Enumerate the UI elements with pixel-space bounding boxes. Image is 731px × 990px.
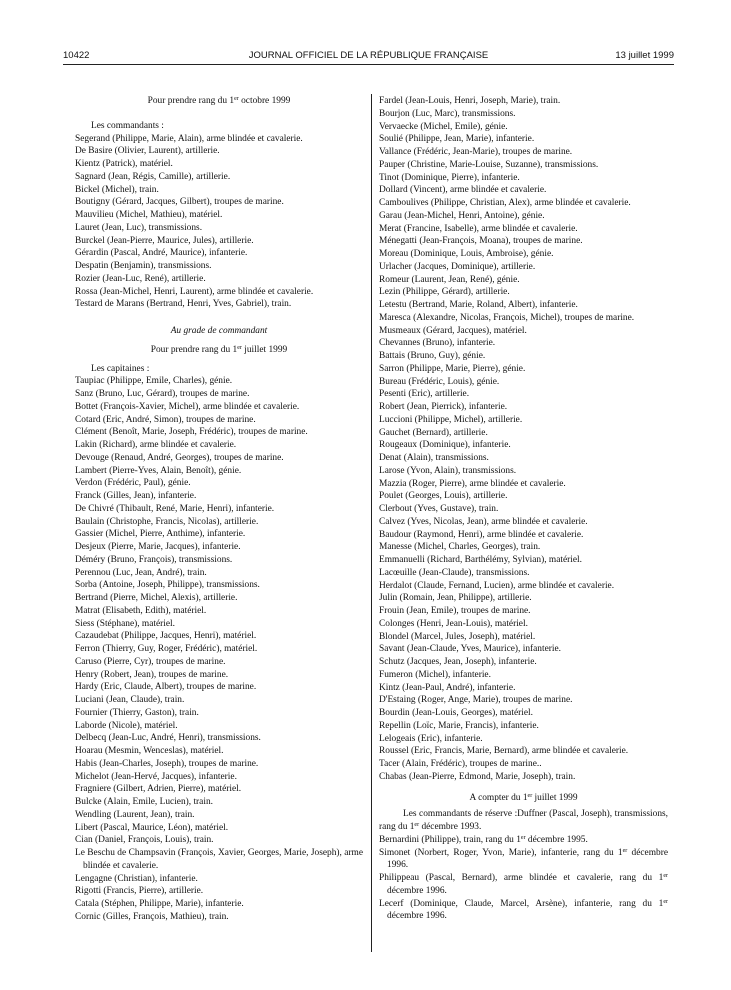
column-divider: [371, 94, 372, 952]
list-item: Taupiac (Philippe, Emile, Charles), génie.: [75, 376, 233, 387]
list-item: Verdon (Frédéric, Paul), génie.: [75, 478, 191, 489]
header-rule: [63, 64, 674, 65]
list-item: Desjeux (Pierre, Marie, Jacques), infanterie.: [75, 542, 241, 552]
list-item: Burckel (Jean-Pierre, Maurice, Jules), artillerie.: [75, 235, 254, 246]
compter-heading: A compter du 1er juillet 1999: [469, 792, 578, 803]
list-item: Maresca (Alexandre, Nicolas, François, Michel), troupes de marine.: [379, 312, 635, 323]
list-item: Sarron (Philippe, Marie, Pierre), génie.: [379, 363, 526, 374]
list-item: Poulet (Georges, Louis), artillerie.: [379, 491, 508, 502]
list-item: Lacœuille (Jean-Claude), transmissions.: [379, 567, 530, 578]
list-item: Caruso (Pierre, Cyr), troupes de marine.: [75, 656, 226, 667]
list-item: Herdalot (Claude, Fernand, Lucien), arme blindée et cavalerie.: [379, 580, 615, 591]
list-item: Bourdin (Jean-Louis, Georges), matériel.: [379, 708, 533, 718]
commandants-list: [75, 133, 363, 312]
journal-title: JOURNAL OFFICIEL DE LA RÉPUBLIQUE FRANÇAISE: [248, 50, 489, 61]
list-item: Catala (Stéphen, Philippe, Marie), infanterie.: [75, 899, 244, 909]
list-item: Déméry (Bruno, François), transmissions.: [75, 554, 233, 565]
list-item: Bourjon (Luc, Marc), transmissions.: [379, 108, 516, 119]
commandants-label: Les commandants :: [91, 120, 164, 131]
list-item: Bottet (François-Xavier, Michel), arme blindée et cavalerie.: [75, 401, 300, 412]
list-item: Devouge (Renaud, André, Georges), troupes de marine.: [75, 452, 284, 463]
list-item: Chabas (Jean-Pierre, Edmond, Marie, Joseph), train.: [379, 771, 576, 782]
list-item: De Basire (Olivier, Laurent), artillerie.: [75, 146, 220, 157]
list-item: Habis (Jean-Charles, Joseph), troupes de marine.: [75, 758, 259, 769]
list-item: Rossa (Jean-Michel, Henri, Laurent), arme blindée et cavalerie.: [75, 286, 314, 297]
list-item: Tacer (Alain, Frédéric), troupes de marine..: [379, 759, 542, 769]
list-item: Merat (Francine, Isabelle), arme blindée et cavalerie.: [379, 223, 578, 234]
rank-heading-october: Pour prendre rang du 1er octobre 1999: [147, 96, 291, 106]
list-item: Boutigny (Gérard, Jacques, Gilbert), troupes de marine.: [75, 197, 284, 208]
list-item: Moreau (Dominique, Louis, Ambroise), génie.: [379, 249, 554, 259]
list-item: Despatin (Benjamin), transmissions.: [75, 261, 212, 271]
reserve-paragraph: Les commandants de réserve :Duffner (Pascal, Joseph), transmissions, rang du 1er décembre 1993.: [379, 809, 668, 832]
list-item: Pesenti (Eric), artillerie.: [379, 389, 470, 400]
list-item: Sorba (Antoine, Joseph, Philippe), transmissions.: [75, 580, 260, 591]
publication-date: 13 juillet 1999: [615, 50, 674, 61]
left-column: [75, 95, 363, 924]
list-item: Segerand (Philippe, Marie, Alain), arme blindée et cavalerie.: [75, 133, 303, 144]
list-item: Lambert (Pierre-Yves, Alain, Benoît), génie.: [75, 465, 242, 476]
list-item: Chevannes (Bruno), infanterie.: [379, 338, 496, 349]
list-item: Rigotti (Francis, Pierre), artillerie.: [75, 886, 204, 897]
list-item: Ménegatti (Jean-François, Moana), troupes de marine.: [379, 236, 583, 247]
list-item: Fournier (Thierry, Gaston), train.: [75, 707, 199, 718]
list-item: Frouin (Jean, Emile), troupes de marine.: [379, 606, 531, 616]
list-item: Henry (Robert, Jean), troupes de marine.: [75, 669, 229, 680]
list-item: Bulcke (Alain, Emile, Lucien), train.: [75, 797, 213, 807]
list-item: Fragniere (Gilbert, Adrien, Pierre), matériel.: [75, 784, 242, 795]
list-item: De Chivré (Thibault, René, Marie, Henri), infanterie.: [75, 503, 275, 514]
list-item: Hardy (Eric, Claude, Albert), troupes de marine.: [75, 682, 257, 693]
list-item: Wendling (Laurent, Jean), train.: [75, 809, 195, 820]
page-header: [63, 50, 674, 64]
list-item: Bickel (Michel), train.: [75, 184, 159, 195]
list-item: Calvez (Yves, Nicolas, Jean), arme blindée et cavalerie.: [379, 516, 588, 527]
list-item: Letestu (Bertrand, Marie, Roland, Albert), infanterie.: [379, 300, 578, 310]
list-item: Bertrand (Pierre, Michel, Alexis), artillerie.: [75, 593, 238, 603]
list-item: Clerbout (Yves, Gustave), train.: [379, 504, 499, 514]
list-item: Libert (Pascal, Maurice, Léon), matériel.: [75, 822, 229, 833]
right-names-list: [379, 95, 668, 784]
list-item: Emmanuelli (Richard, Barthélémy, Sylvian), matériel.: [379, 555, 582, 565]
list-item: Repellin (Loïc, Marie, Francis), infanterie.: [379, 720, 539, 731]
list-item: Schutz (Jacques, Jean, Joseph), infanterie.: [379, 657, 537, 667]
capitaines-label: Les capitaines :: [91, 363, 150, 374]
capitaines-list: [75, 375, 363, 923]
list-item: Kientz (Patrick), matériel.: [75, 159, 173, 169]
list-item: Perennou (Luc, Jean, André), train.: [75, 567, 207, 578]
list-item: Kintz (Jean-Paul, André), infanterie.: [379, 682, 516, 693]
list-item: Lelogeais (Eric), infanterie.: [379, 733, 483, 744]
list-item: Blondel (Marcel, Jules, Joseph), matériel.: [379, 631, 536, 642]
list-item: Ferron (Thierry, Guy, Roger, Frédéric), matériel.: [75, 644, 258, 654]
grade-heading: Au grade de commandant: [170, 326, 268, 336]
list-item: Fumeron (Michel), infanterie.: [379, 669, 491, 680]
list-item: D'Estaing (Roger, Ange, Marie), troupes de marine.: [379, 695, 573, 706]
list-item: Philippeau (Pascal, Bernard), arme blindée et cavalerie, rang du 1er décembre 1996.: [379, 873, 668, 896]
rank-heading-july: Pour prendre rang du 1er juillet 1999: [150, 344, 288, 355]
list-item: Urlacher (Jacques, Dominique), artillerie.: [379, 261, 536, 272]
list-item: Battais (Bruno, Guy), génie.: [379, 351, 486, 361]
list-item: Luccioni (Philippe, Michel), artillerie.: [379, 414, 523, 425]
list-item: Lezin (Philippe, Gérard), artillerie.: [379, 287, 510, 298]
list-item: Cotard (Eric, André, Simon), troupes de marine.: [75, 414, 256, 425]
list-item: Testard de Marans (Bertrand, Henri, Yves, Gabriel), train.: [75, 299, 292, 310]
list-item: Savant (Jean-Claude, Yves, Maurice), infanterie.: [379, 644, 561, 655]
list-item: Baudour (Raymond, Henri), arme blindée et cavalerie.: [379, 529, 584, 540]
reserve-list: [379, 834, 668, 923]
list-item: Lauret (Jean, Luc), transmissions.: [75, 222, 203, 233]
list-item: Le Beschu de Champsavin (François, Xavier, Georges, Marie, Joseph), arme blindée et cavalerie.: [75, 848, 363, 871]
list-item: Sanz (Bruno, Luc, Gérard), troupes de marine.: [75, 389, 250, 399]
list-item: Lecerf (Dominique, Claude, Marcel, Arsène), infanterie, rang du 1er décembre 1996.: [379, 898, 668, 922]
list-item: Julin (Romain, Jean, Philippe), artillerie.: [379, 593, 532, 604]
list-item: Bernardini (Philippe), train, rang du 1er décembre 1995.: [379, 834, 588, 845]
list-item: Larose (Yvon, Alain), transmissions.: [379, 465, 517, 476]
list-item: Cazaudebat (Philippe, Jacques, Henri), matériel.: [75, 631, 257, 642]
list-item: Gassier (Michel, Pierre, Anthime), infanterie.: [75, 529, 246, 540]
list-item: Hoarau (Mesmin, Wenceslas), matériel.: [75, 746, 224, 756]
list-item: Siess (Stéphane), matériel.: [75, 618, 175, 629]
list-item: Matrat (Elisabeth, Edith), matériel.: [75, 605, 207, 616]
list-item: Cornic (Gilles, François, Mathieu), train.: [75, 911, 229, 922]
list-item: Luciani (Jean, Claude), train.: [75, 695, 185, 705]
list-item: Soulié (Philippe, Jean, Marie), infanterie.: [379, 134, 535, 145]
list-item: Rozier (Jean-Luc, René), artillerie.: [75, 273, 206, 284]
list-item: Pauper (Christine, Marie-Louise, Suzanne), transmissions.: [379, 159, 599, 170]
list-item: Gérardin (Pascal, André, Maurice), infanterie.: [75, 248, 248, 259]
list-item: Michelot (Jean-Hervé, Jacques), infanterie.: [75, 771, 237, 782]
right-column: [379, 95, 668, 923]
list-item: Robert (Jean, Pierrick), infanterie.: [379, 402, 508, 412]
list-item: Dollard (Vincent), arme blindée et cavalerie.: [379, 185, 547, 196]
list-item: Cian (Daniel, François, Louis), train.: [75, 835, 214, 846]
list-item: Lengagne (Christian), infanterie.: [75, 873, 198, 884]
page-number: 10422: [63, 50, 90, 61]
list-item: Tinot (Dominique, Pierre), infanterie.: [379, 172, 520, 183]
list-item: Laborde (Nicole), matériel.: [75, 720, 178, 731]
list-item: Camboulives (Philippe, Christian, Alex), arme blindée et cavalerie.: [379, 198, 631, 208]
list-item: Vervaecke (Michel, Emile), génie.: [379, 121, 508, 132]
list-item: Romeur (Laurent, Jean, René), génie.: [379, 274, 520, 285]
list-item: Franck (Gilles, Jean), infanterie.: [75, 491, 197, 501]
list-item: Colonges (Henri, Jean-Louis), matériel.: [379, 618, 528, 629]
list-item: Sagnard (Jean, Régis, Camille), artillerie.: [75, 171, 231, 182]
list-item: Roussel (Eric, Francis, Marie, Bernard), arme blindée et cavalerie.: [379, 746, 629, 757]
list-item: Lakin (Richard), arme blindée et cavalerie.: [75, 440, 237, 450]
list-item: Bureau (Frédéric, Louis), génie.: [379, 376, 500, 387]
list-item: Garau (Jean-Michel, Henri, Antoine), génie.: [379, 210, 545, 221]
list-item: Mazzia (Roger, Pierre), arme blindée et cavalerie.: [379, 478, 566, 489]
list-item: Delbecq (Jean-Luc, André, Henri), transmissions.: [75, 733, 261, 744]
list-item: Mauvilieu (Michel, Mathieu), matériel.: [75, 210, 223, 220]
list-item: Musmeaux (Gérard, Jacques), matériel.: [379, 325, 527, 336]
list-item: Clément (Benoît, Marie, Joseph, Frédéric), troupes de marine.: [75, 427, 308, 438]
list-item: Simonet (Norbert, Roger, Yvon, Marie), infanterie, rang du 1er décembre 1996.: [379, 847, 668, 871]
list-item: Denat (Alain), transmissions.: [379, 453, 489, 463]
list-item: Rougeaux (Dominique), infanterie.: [379, 440, 511, 451]
list-item: Manesse (Michel, Charles, Georges), train.: [379, 542, 541, 553]
list-item: Baulain (Christophe, Francis, Nicolas), artillerie.: [75, 516, 259, 527]
list-item: Fardel (Jean-Louis, Henri, Joseph, Marie), train.: [379, 96, 561, 106]
list-item: Vallance (Frédéric, Jean-Marie), troupes de marine.: [379, 147, 573, 157]
list-item: Gauchet (Bernard), artillerie.: [379, 427, 488, 438]
